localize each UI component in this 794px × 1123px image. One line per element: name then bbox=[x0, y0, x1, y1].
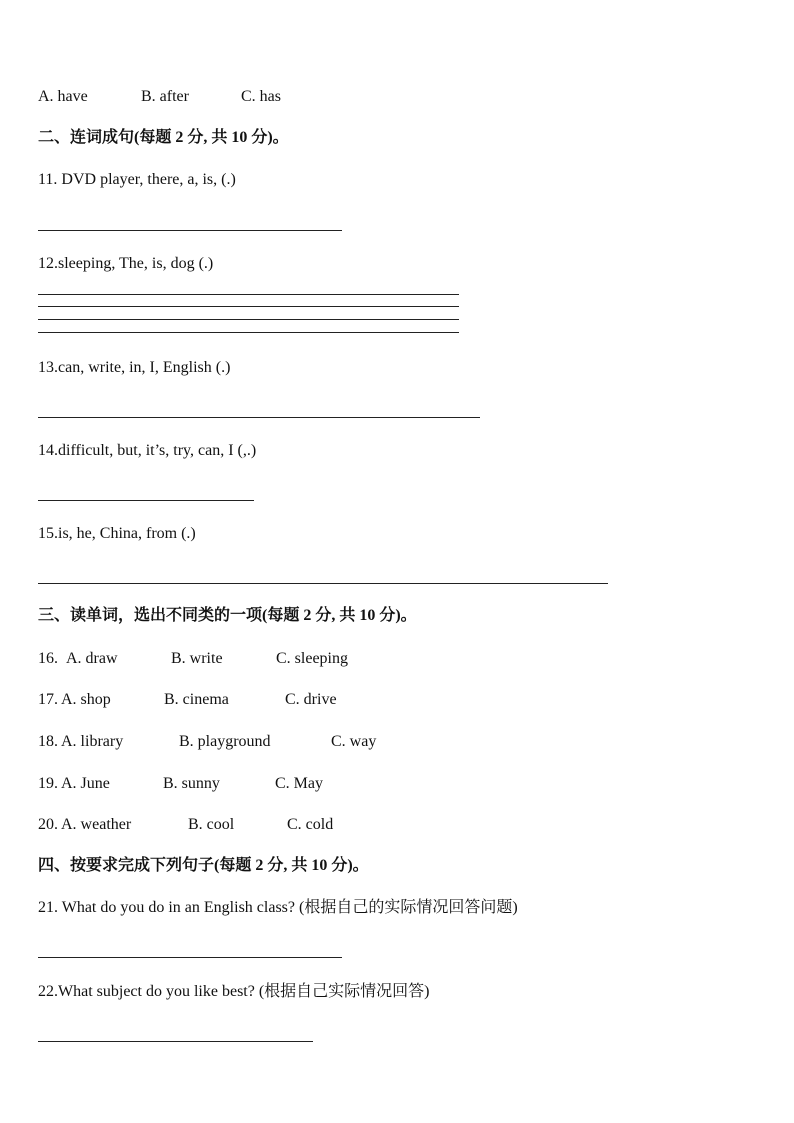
option-b: B. write bbox=[171, 650, 223, 667]
question-number: 17. bbox=[38, 691, 58, 708]
option-a: A. weather bbox=[61, 816, 132, 833]
question-13: 13.can, write, in, I, English (.) bbox=[38, 359, 231, 376]
q10-option-c: C. has bbox=[241, 88, 281, 105]
answer-line-21[interactable] bbox=[38, 957, 342, 958]
question-21: 21. What do you do in an English class? (根据自己的实际情况回答问题) bbox=[38, 899, 518, 916]
section2-heading: 二、连词成句(每题 2 分, 共 10 分)。 bbox=[38, 129, 289, 146]
question-15: 15.is, he, China, from (.) bbox=[38, 525, 196, 542]
answer-line-22[interactable] bbox=[38, 1041, 313, 1042]
answer-line-13[interactable] bbox=[38, 417, 480, 418]
question-number: 18. bbox=[38, 733, 58, 750]
question-number: 20. bbox=[38, 816, 58, 833]
question-12: 12.sleeping, The, is, dog (.) bbox=[38, 255, 214, 272]
option-a: A. shop bbox=[61, 691, 111, 708]
answer-line-12c[interactable] bbox=[38, 319, 459, 320]
answer-line-12d[interactable] bbox=[38, 332, 459, 333]
option-b: B. cinema bbox=[164, 691, 229, 708]
question-14: 14.difficult, but, it’s, try, can, I (,.) bbox=[38, 442, 257, 459]
option-b: B. playground bbox=[179, 733, 271, 750]
answer-line-12a[interactable] bbox=[38, 294, 459, 295]
section3-heading: 三、读单词，选出不同类的一项(每题 2 分, 共 10 分)。 bbox=[38, 607, 417, 624]
question-number: 16. bbox=[38, 650, 58, 667]
option-c: C. way bbox=[331, 733, 377, 750]
answer-line-12b[interactable] bbox=[38, 306, 459, 307]
option-a: A. library bbox=[61, 733, 124, 750]
option-a: A. draw bbox=[66, 650, 118, 667]
option-b: B. sunny bbox=[163, 775, 220, 792]
answer-line-14[interactable] bbox=[38, 500, 254, 501]
option-c: C. sleeping bbox=[276, 650, 348, 667]
section4-heading: 四、按要求完成下列句子(每题 2 分, 共 10 分)。 bbox=[38, 857, 369, 874]
answer-line-11[interactable] bbox=[38, 230, 342, 231]
q10-option-b: B. after bbox=[141, 88, 189, 105]
option-c: C. May bbox=[275, 775, 323, 792]
option-c: C. cold bbox=[287, 816, 334, 833]
question-number: 19. bbox=[38, 775, 58, 792]
question-11: 11. DVD player, there, a, is, (.) bbox=[38, 171, 236, 188]
option-a: A. June bbox=[61, 775, 110, 792]
option-b: B. cool bbox=[188, 816, 235, 833]
q10-option-a: A. have bbox=[38, 88, 88, 105]
question-22: 22.What subject do you like best? (根据自己实际情况回答) bbox=[38, 983, 430, 1000]
answer-line-15[interactable] bbox=[38, 583, 608, 584]
option-c: C. drive bbox=[285, 691, 337, 708]
